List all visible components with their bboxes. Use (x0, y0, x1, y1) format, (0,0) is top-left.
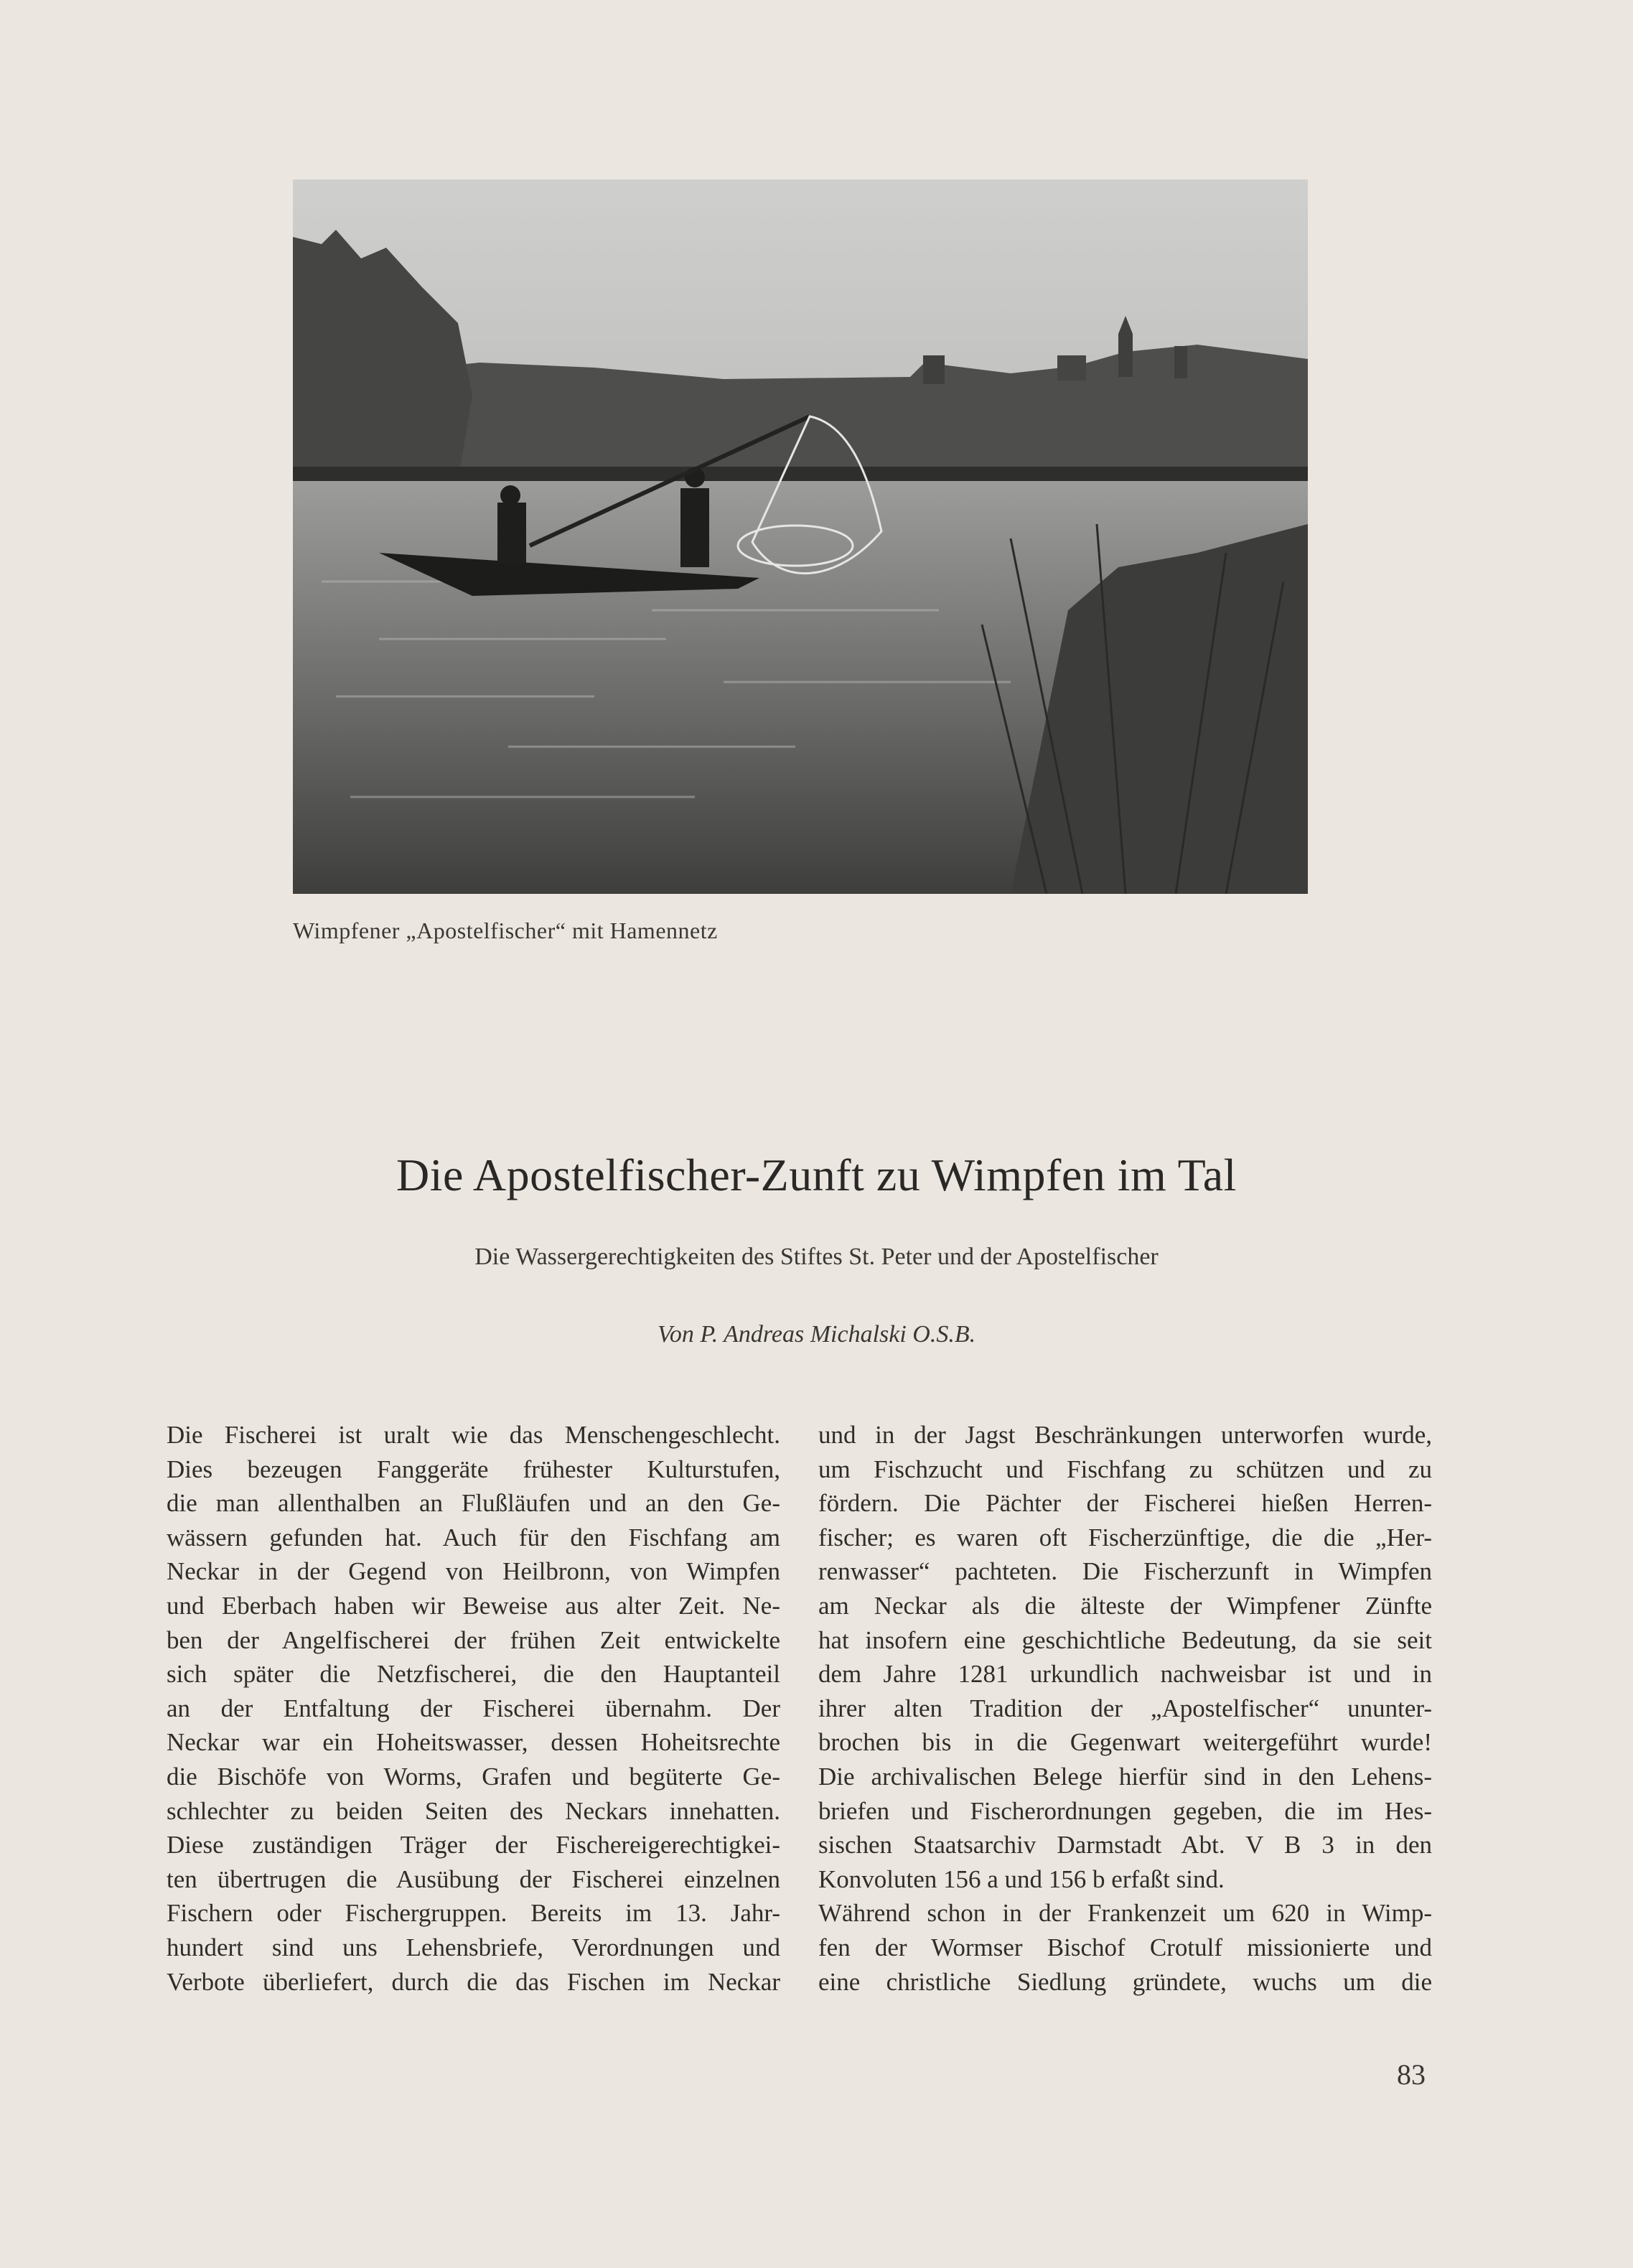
text-line: sich später die Netzfischerei, die den Hauptanteil (167, 1660, 780, 1689)
text-line: ihrer alten Tradition der „Apostelfischer“ ununter- (818, 1694, 1432, 1722)
body-column-left (167, 1418, 780, 1999)
text-line: an der Entfaltung der Fischerei übernahm. Der (167, 1694, 780, 1722)
text-line: eine christliche Siedlung gründete, wuchs um die (818, 1967, 1432, 1996)
article-byline: Von P. Andreas Michalski O.S.B. (657, 1321, 976, 1348)
text-line: die man allenthalben an Flußläufen und an den Ge- (167, 1489, 780, 1518)
text-line: Neckar in der Gegend von Heilbronn, von Wimpfen (167, 1557, 780, 1586)
text-line: und Eberbach haben wir Beweise aus alter Zeit. Ne- (167, 1591, 780, 1620)
text-line: briefen und Fischerordnungen gegeben, die im Hes- (818, 1796, 1432, 1825)
text-line: die Bischöfe von Worms, Grafen und begüterte Ge- (167, 1762, 780, 1791)
river-fishing-photo (293, 179, 1308, 894)
text-line: wässern gefunden hat. Auch für den Fischfang am (167, 1523, 780, 1551)
text-line: brochen bis in die Gegenwart weitergeführt wurde! (818, 1728, 1432, 1757)
text-line: Während schon in der Frankenzeit um 620 in Wimp- (818, 1899, 1432, 1928)
text-line: fördern. Die Pächter der Fischerei hießen Herren- (818, 1489, 1432, 1518)
text-line: Die archivalischen Belege hierfür sind in den Lehens- (818, 1762, 1432, 1791)
text-line: Diese zuständigen Träger der Fischereigerechtigkei- (167, 1831, 780, 1859)
text-line: fen der Wormser Bischof Crotulf missionierte und (818, 1933, 1432, 1961)
text-line: Fischern oder Fischergruppen. Bereits im 13. Jahr- (167, 1899, 780, 1928)
text-line: Die Fischerei ist uralt wie das Menschengeschlecht. (167, 1421, 780, 1449)
text-line: hundert sind uns Lehensbriefe, Verordnungen und (167, 1933, 780, 1961)
text-line: schlechter zu beiden Seiten des Neckars innehatten. (167, 1796, 780, 1825)
text-line: am Neckar als die älteste der Wimpfener Zünfte (818, 1591, 1432, 1620)
body-column-right (818, 1418, 1432, 1999)
text-line: fischer; es waren oft Fischerzünftige, die die „Her- (818, 1523, 1432, 1551)
article-subtitle: Die Wassergerechtigkeiten des Stiftes St. Peter und der Apostelfischer (474, 1243, 1159, 1270)
text-line: ten übertrugen die Ausübung der Fischerei einzelnen (167, 1865, 780, 1893)
article-title: Die Apostelfischer-Zunft zu Wimpfen im Tal (396, 1149, 1237, 1200)
text-line: dem Jahre 1281 urkundlich nachweisbar ist und in (818, 1660, 1432, 1689)
text-line: und in der Jagst Beschränkungen unterworfen wurde, (818, 1421, 1432, 1449)
text-line: hat insofern eine geschichtliche Bedeutung, da sie seit (818, 1625, 1432, 1654)
text-line: Neckar war ein Hoheitswasser, dessen Hoheitsrechte (167, 1728, 780, 1757)
text-line: Konvoluten 156 a und 156 b erfaßt sind. (818, 1865, 1225, 1893)
photo-illustration (293, 179, 1308, 894)
text-line: renwasser“ pachteten. Die Fischerzunft in Wimpfen (818, 1557, 1432, 1586)
text-line: Dies bezeugen Fanggeräte frühester Kulturstufen, (167, 1455, 780, 1483)
text-line: sischen Staatsarchiv Darmstadt Abt. V B 3 in den (818, 1831, 1432, 1859)
text-line: um Fischzucht und Fischfang zu schützen und zu (818, 1455, 1432, 1483)
text-line: ben der Angelfischerei der frühen Zeit entwickelte (167, 1625, 780, 1654)
page-number: 83 (1397, 2058, 1426, 2091)
text-line: Verbote überliefert, durch die das Fischen im Neckar (167, 1967, 780, 1996)
photo-caption: Wimpfener „Apostelfischer“ mit Hamennetz (293, 918, 718, 943)
